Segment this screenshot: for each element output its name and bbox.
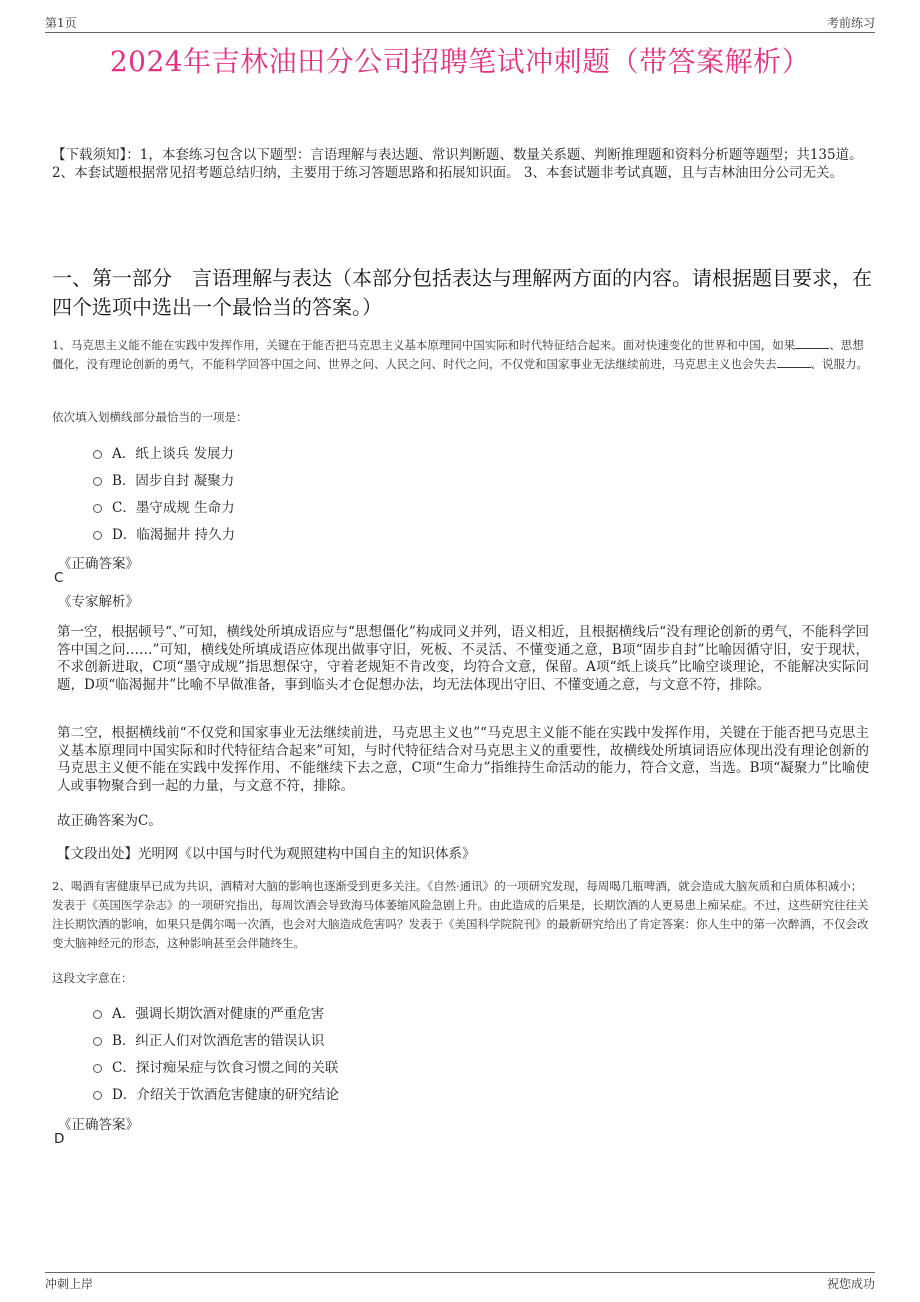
option-label: D．临渴掘井 持久力: [112, 526, 236, 543]
option-label: A．强调长期饮酒对健康的严重危害: [112, 1005, 325, 1022]
answer-blank-2: [777, 355, 811, 368]
answer-value: D: [54, 1131, 65, 1147]
option-d[interactable]: [93, 1079, 493, 1106]
option-b[interactable]: [93, 465, 493, 492]
section-heading: 一、第一部分 言语理解与表达（本部分包括表达与理解两方面的内容。请根据题目要求，在四个选项中选出一个最恰当的答案。）: [52, 266, 872, 319]
question-1-text: [52, 336, 872, 374]
radio-icon[interactable]: [93, 1037, 102, 1046]
option-c[interactable]: [93, 1052, 493, 1079]
question-1-options: [93, 438, 493, 546]
question-2-prompt: 这段文字意在：: [52, 971, 133, 985]
radio-icon[interactable]: [93, 477, 102, 486]
page-header: [45, 14, 875, 33]
option-label: B．纠正人们对饮酒危害的错误认识: [112, 1032, 325, 1049]
footer-right: 祝您成功: [826, 1277, 875, 1291]
question-2-text: 2、喝酒有害健康早已成为共识，酒精对大脑的影响也逐渐受到更多关注。《自然·通讯》的一项研究发现，每周喝几瓶啤酒，就会造成大脑灰质和白质体积减小；发表于《英国医学杂志》的一项研究指出，每周饮酒会导致海马体萎缩风险急剧上升。由此造成的后果是，长期饮酒的人更易患上痴呆症。不过，这些研究往往关注长期饮酒的影响，如果只是偶尔喝一次酒，也会对大脑造成危害吗？发表于《美国科学院院刊》的最新研究给出了肯定答案：你人生中的第一次醉酒，不仅会改变大脑神经元的形态，这种影响甚至会伴随终生。: [52, 879, 869, 950]
page-footer: [45, 1272, 875, 1291]
analysis-paragraph-1: 第一空，根据顿号“、”可知，横线处所填成语应与“思想僵化”构成同义并列，语义相近，且根据横线后“没有理论创新的勇气，不能科学回答中国之问……”可知，横线处所填成语应体现出做事守旧，死板、不灵活、不懂变通之意，B项“固步自封”比喻因循守旧，安于现状，不求创新进取，C项“墨守成规”指思想保守，守着老规矩不肯改变，均符合文意，保留。A项“纸上谈兵”比喻空谈理论，不能解决实际问题，D项“临渴掘井”比喻不早做准备，事到临头才仓促想办法，均无法体现出守旧、不懂变通之意，与文意不符，排除。: [57, 624, 869, 693]
answer-blank-1: [795, 336, 829, 349]
radio-icon[interactable]: [93, 531, 102, 540]
footer-left: 冲刺上岸: [45, 1277, 94, 1291]
answer-label: 《正确答案》: [58, 1117, 139, 1133]
page-number: 第1页: [45, 16, 77, 30]
radio-icon[interactable]: [93, 1010, 102, 1019]
option-a[interactable]: [93, 998, 493, 1025]
option-label: D．介绍关于饮酒危害健康的研究结论: [112, 1086, 339, 1103]
question-1-text-part-b: 、思想僵化，没有理论创新的勇气，不能科学回答中国之问、世界之问、人民之问、时代之问，不仅党和国家事业无法继续前进，马克思主义也会失去: [52, 338, 864, 371]
radio-icon[interactable]: [93, 1091, 102, 1100]
analysis-paragraph-2: 第二空，根据横线前“不仅党和国家事业无法继续前进，马克思主义也”“马克思主义能不能在实践中发挥作用，关键在于能否把马克思主义基本原理同中国实际和时代特征结合起来”可知，与时代特征结合对马克思主义的重要性，故横线处所填词语应体现出没有理论创新的马克思主义便不能在实践中发挥作用、不能继续下去之意，C项“生命力”指维持生命活动的能力，符合文意，当选。B项“凝聚力”比喻使人或事物聚合到一起的力量，与文意不符，排除。: [57, 725, 869, 794]
option-b[interactable]: [93, 1025, 493, 1052]
option-label: A．纸上谈兵 发展力: [112, 445, 235, 462]
option-c[interactable]: [93, 492, 493, 519]
option-a[interactable]: [93, 438, 493, 465]
analysis-label: 《专家解析》: [58, 594, 139, 610]
download-notice: 【下载须知】：1，本套练习包含以下题型：言语理解与表达题、常识判断题、数量关系题、判断推理题和资料分析题等题型；共135道。 2、本套试题根据常见招考题总结归纳，主要用于练习答题思路和拓展知识面。 3、本套试题非考试真题，且与吉林油田分公司无关。: [52, 147, 863, 181]
option-label: C．墨守成规 生命力: [112, 499, 235, 516]
option-label: B．固步自封 凝聚力: [112, 472, 235, 489]
document-title: 2024年吉林油田分公司招聘笔试冲刺题（带答案解析）: [109, 45, 811, 78]
radio-icon[interactable]: [93, 450, 102, 459]
option-d[interactable]: [93, 519, 493, 546]
question-2-options: [93, 998, 493, 1106]
option-label: C．探讨痴呆症与饮食习惯之间的关联: [112, 1059, 339, 1076]
source-citation: 【文段出处】光明网《以中国与时代为观照建构中国自主的知识体系》: [57, 846, 476, 862]
radio-icon[interactable]: [93, 504, 102, 513]
answer-value: C: [54, 570, 64, 586]
header-tag: 考前练习: [826, 16, 875, 30]
answer-label: 《正确答案》: [58, 556, 139, 572]
analysis-conclusion: 故正确答案为C。: [57, 813, 162, 829]
question-1-text-part-c: 、说服力。: [810, 357, 868, 371]
question-1-text-part-a: 1、马克思主义能不能在实践中发挥作用，关键在于能否把马克思主义基本原理同中国实际和时代特征结合起来。面对快速变化的世界和中国，如果: [52, 338, 796, 352]
question-1-prompt: 依次填入划横线部分最恰当的一项是：: [52, 410, 248, 424]
radio-icon[interactable]: [93, 1064, 102, 1073]
